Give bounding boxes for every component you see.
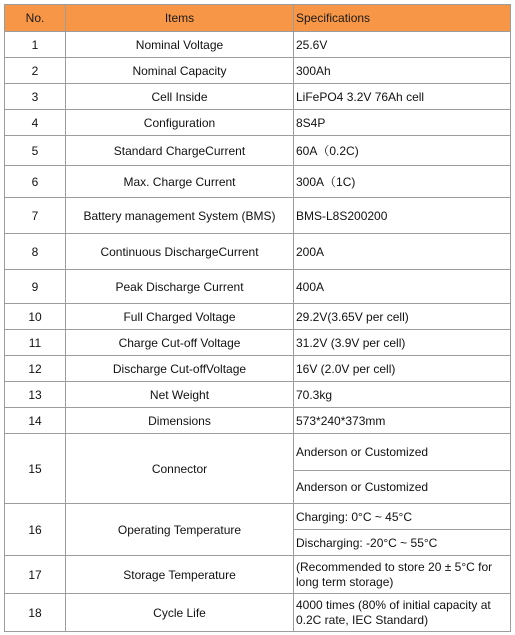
header-row bbox=[5, 5, 511, 32]
spec-value: 4000 times (80% of initial capacity at 0.2C rate, IEC Standard) bbox=[294, 594, 511, 632]
row-number: 7 bbox=[5, 198, 66, 234]
row-number: 16 bbox=[5, 504, 66, 556]
spec-value: 60A（0.2C) bbox=[294, 136, 511, 166]
item-name: Cell Inside bbox=[66, 84, 294, 110]
item-name: Nominal Capacity bbox=[66, 58, 294, 84]
header-no: No. bbox=[5, 5, 66, 32]
table-row bbox=[5, 304, 511, 330]
row-number: 11 bbox=[5, 330, 66, 356]
specifications-table bbox=[4, 4, 511, 632]
row-number: 15 bbox=[5, 434, 66, 504]
spec-value: LiFePO4 3.2V 76Ah cell bbox=[294, 84, 511, 110]
item-name: Continuous DischargeCurrent bbox=[66, 234, 294, 270]
spec-value: Anderson or Customized bbox=[294, 471, 511, 504]
item-name: Charge Cut-off Voltage bbox=[66, 330, 294, 356]
table-row bbox=[5, 270, 511, 304]
item-name: Battery management System (BMS) bbox=[66, 198, 294, 234]
table-row bbox=[5, 166, 511, 198]
spec-value: 8S4P bbox=[294, 110, 511, 136]
row-number: 3 bbox=[5, 84, 66, 110]
spec-value: Anderson or Customized bbox=[294, 434, 511, 471]
row-number: 8 bbox=[5, 234, 66, 270]
table-row bbox=[5, 330, 511, 356]
spec-value: 25.6V bbox=[294, 32, 511, 58]
item-name: Configuration bbox=[66, 110, 294, 136]
row-number: 1 bbox=[5, 32, 66, 58]
spec-value: 31.2V (3.9V per cell) bbox=[294, 330, 511, 356]
table-row bbox=[5, 198, 511, 234]
table-row bbox=[5, 556, 511, 594]
item-name: Cycle Life bbox=[66, 594, 294, 632]
spec-value: Discharging: -20°C ~ 55°C bbox=[294, 530, 511, 556]
spec-value: 573*240*373mm bbox=[294, 408, 511, 434]
row-number: 6 bbox=[5, 166, 66, 198]
row-number: 4 bbox=[5, 110, 66, 136]
item-name: Full Charged Voltage bbox=[66, 304, 294, 330]
item-name: Standard ChargeCurrent bbox=[66, 136, 294, 166]
row-number: 17 bbox=[5, 556, 66, 594]
spec-value: Charging: 0°C ~ 45°C bbox=[294, 504, 511, 530]
table-row bbox=[5, 434, 511, 471]
table-row bbox=[5, 356, 511, 382]
row-number: 14 bbox=[5, 408, 66, 434]
spec-value: 70.3kg bbox=[294, 382, 511, 408]
item-name: Storage Temperature bbox=[66, 556, 294, 594]
item-name: Discharge Cut-offVoltage bbox=[66, 356, 294, 382]
table-row bbox=[5, 110, 511, 136]
spec-value: 16V (2.0V per cell) bbox=[294, 356, 511, 382]
item-name: Dimensions bbox=[66, 408, 294, 434]
row-number: 9 bbox=[5, 270, 66, 304]
table-row bbox=[5, 382, 511, 408]
item-name: Max. Charge Current bbox=[66, 166, 294, 198]
row-number: 5 bbox=[5, 136, 66, 166]
header-specifications: Specifications bbox=[294, 5, 511, 32]
table-row bbox=[5, 594, 511, 632]
table-row bbox=[5, 32, 511, 58]
table-row bbox=[5, 84, 511, 110]
table-row bbox=[5, 504, 511, 530]
row-number: 18 bbox=[5, 594, 66, 632]
spec-value: 29.2V(3.65V per cell) bbox=[294, 304, 511, 330]
item-name: Operating Temperature bbox=[66, 504, 294, 556]
spec-value: BMS-L8S200200 bbox=[294, 198, 511, 234]
spec-value: (Recommended to store 20 ± 5°C for long term storage) bbox=[294, 556, 511, 594]
row-number: 13 bbox=[5, 382, 66, 408]
row-number: 10 bbox=[5, 304, 66, 330]
table-row bbox=[5, 58, 511, 84]
item-name: Net Weight bbox=[66, 382, 294, 408]
table-row bbox=[5, 136, 511, 166]
spec-value: 400A bbox=[294, 270, 511, 304]
spec-value: 200A bbox=[294, 234, 511, 270]
spec-value: 300Ah bbox=[294, 58, 511, 84]
header-items: Items bbox=[66, 5, 294, 32]
row-number: 12 bbox=[5, 356, 66, 382]
row-number: 2 bbox=[5, 58, 66, 84]
item-name: Connector bbox=[66, 434, 294, 504]
table-row bbox=[5, 408, 511, 434]
spec-value: 300A（1C) bbox=[294, 166, 511, 198]
item-name: Nominal Voltage bbox=[66, 32, 294, 58]
item-name: Peak Discharge Current bbox=[66, 270, 294, 304]
table-row bbox=[5, 234, 511, 270]
